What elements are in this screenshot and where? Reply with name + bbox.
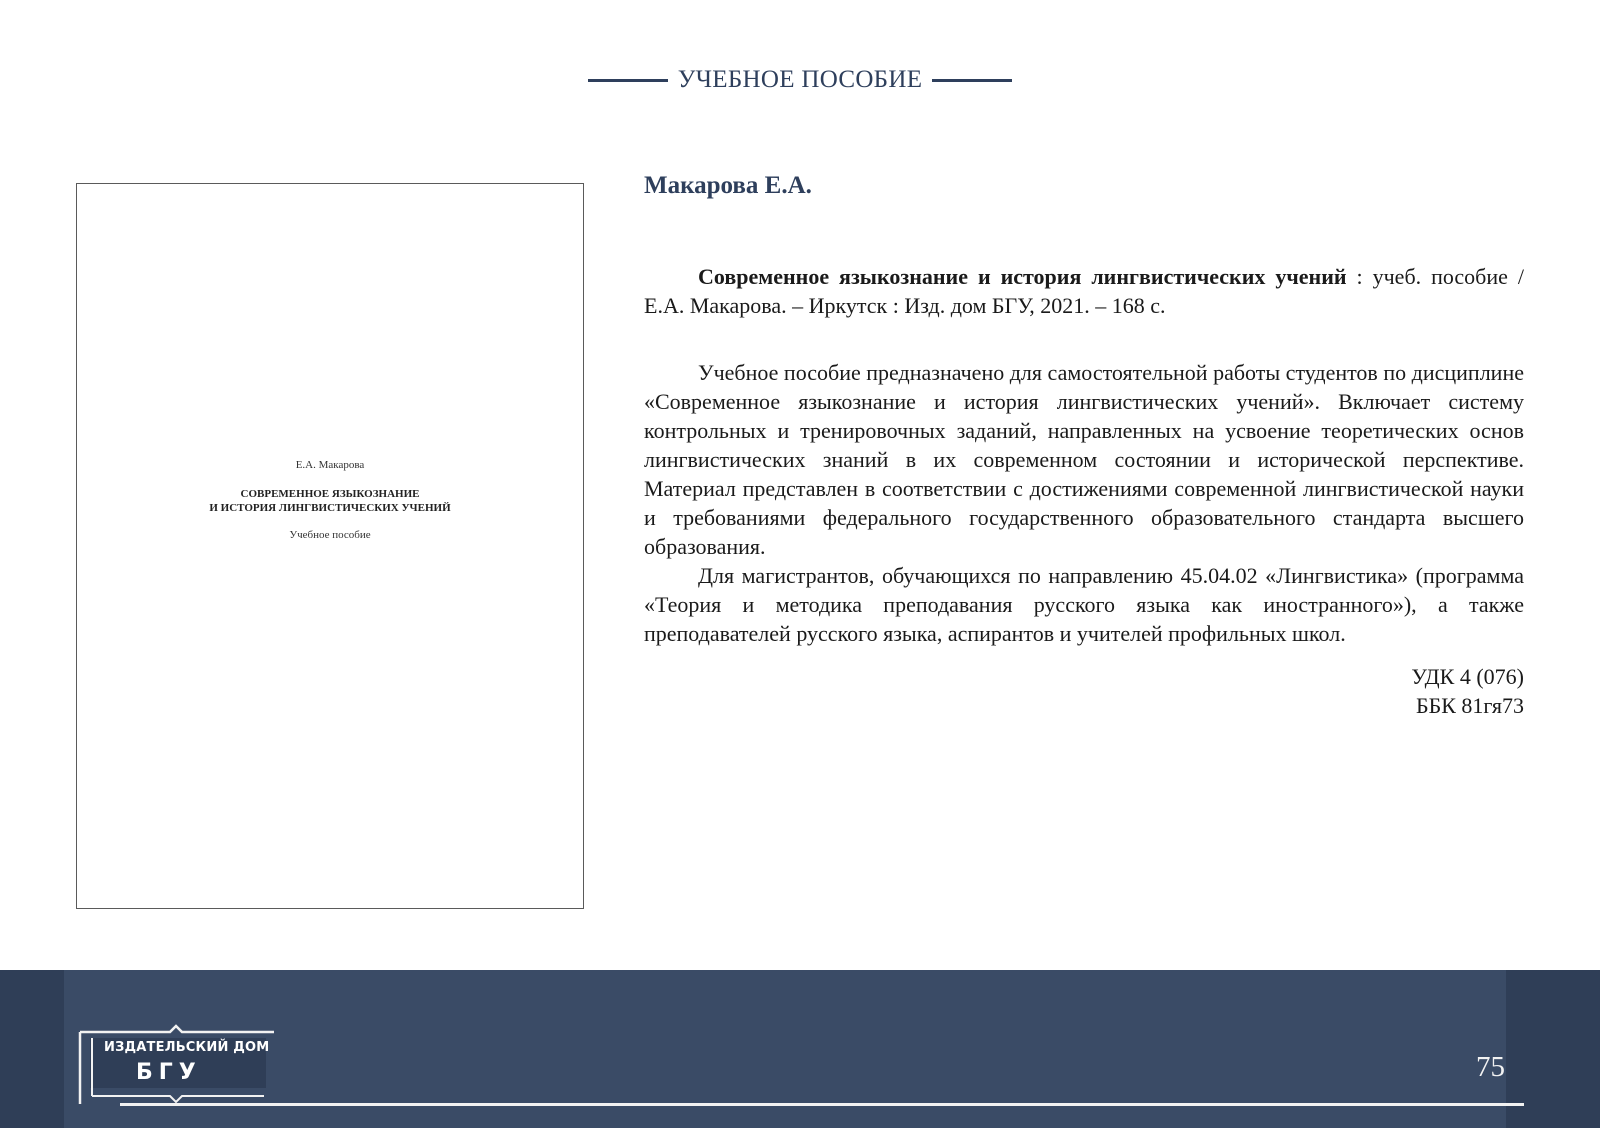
annotation-paragraph-2: Для магистрантов, обучающихся по направлению 45.04.02 «Лингвистика» (программа «Теория и методика преподавания русского языка как иностранного»), а также преподавателей русского языка, аспирантов и учителей профильных школ. [644,563,1524,646]
bibliographic-citation [644,262,1524,320]
citation-details: : учеб. пособие / Е.А. Макарова. – Иркутск : Изд. дом БГУ, 2021. – 168 с. [644,264,1524,318]
udk-code: УДК 4 (076) [1411,664,1524,689]
cover-subtitle: Учебное пособие [289,529,371,541]
logo-text-line1: ИЗДАТЕЛЬСКИЙ ДОМ [104,1040,270,1055]
cover-title-line2: И ИСТОРИЯ ЛИНГВИСТИЧЕСКИХ УЧЕНИЙ [209,502,451,514]
annotation-paragraph-1: Учебное пособие предназначено для самостоятельной работы студентов по дисциплине «Современное языкознание и история лингвистических учений». Включает систему контрольных и тренировочных заданий, направленных на усвоение теоретических основ лингвистических знаний в их современном состоянии и исторической перспективе. Материал представлен в соответствии с достижениями современной лингвистической науки и требованиями федерального государственного образовательного стандарта высшего образования. [644,360,1524,559]
entry-author: Макарова Е.А. [644,172,812,199]
header-rule-right [932,79,1012,82]
logo-text-line2: БГУ [136,1060,202,1085]
bbk-code: ББК 81гя73 [1415,693,1524,718]
cover-author: Е.А. Макарова [295,459,365,471]
header-rule-left [588,79,668,82]
book-title: Современное языкознание и история лингвистических учений [698,264,1347,289]
classification-codes [644,662,1524,720]
page-number: 75 [1476,1051,1505,1083]
cover-title [77,487,583,515]
cover-title-line1: СОВРЕМЕННОЕ ЯЗЫКОЗНАНИЕ [240,488,420,500]
publisher-logo [78,1022,278,1106]
section-title: УЧЕБНОЕ ПОСОБИЕ [677,66,923,93]
book-cover-image [76,183,584,909]
annotation [644,358,1524,648]
book-entry [644,172,1524,720]
footer-rule [120,1103,1524,1106]
section-header [0,66,1600,94]
